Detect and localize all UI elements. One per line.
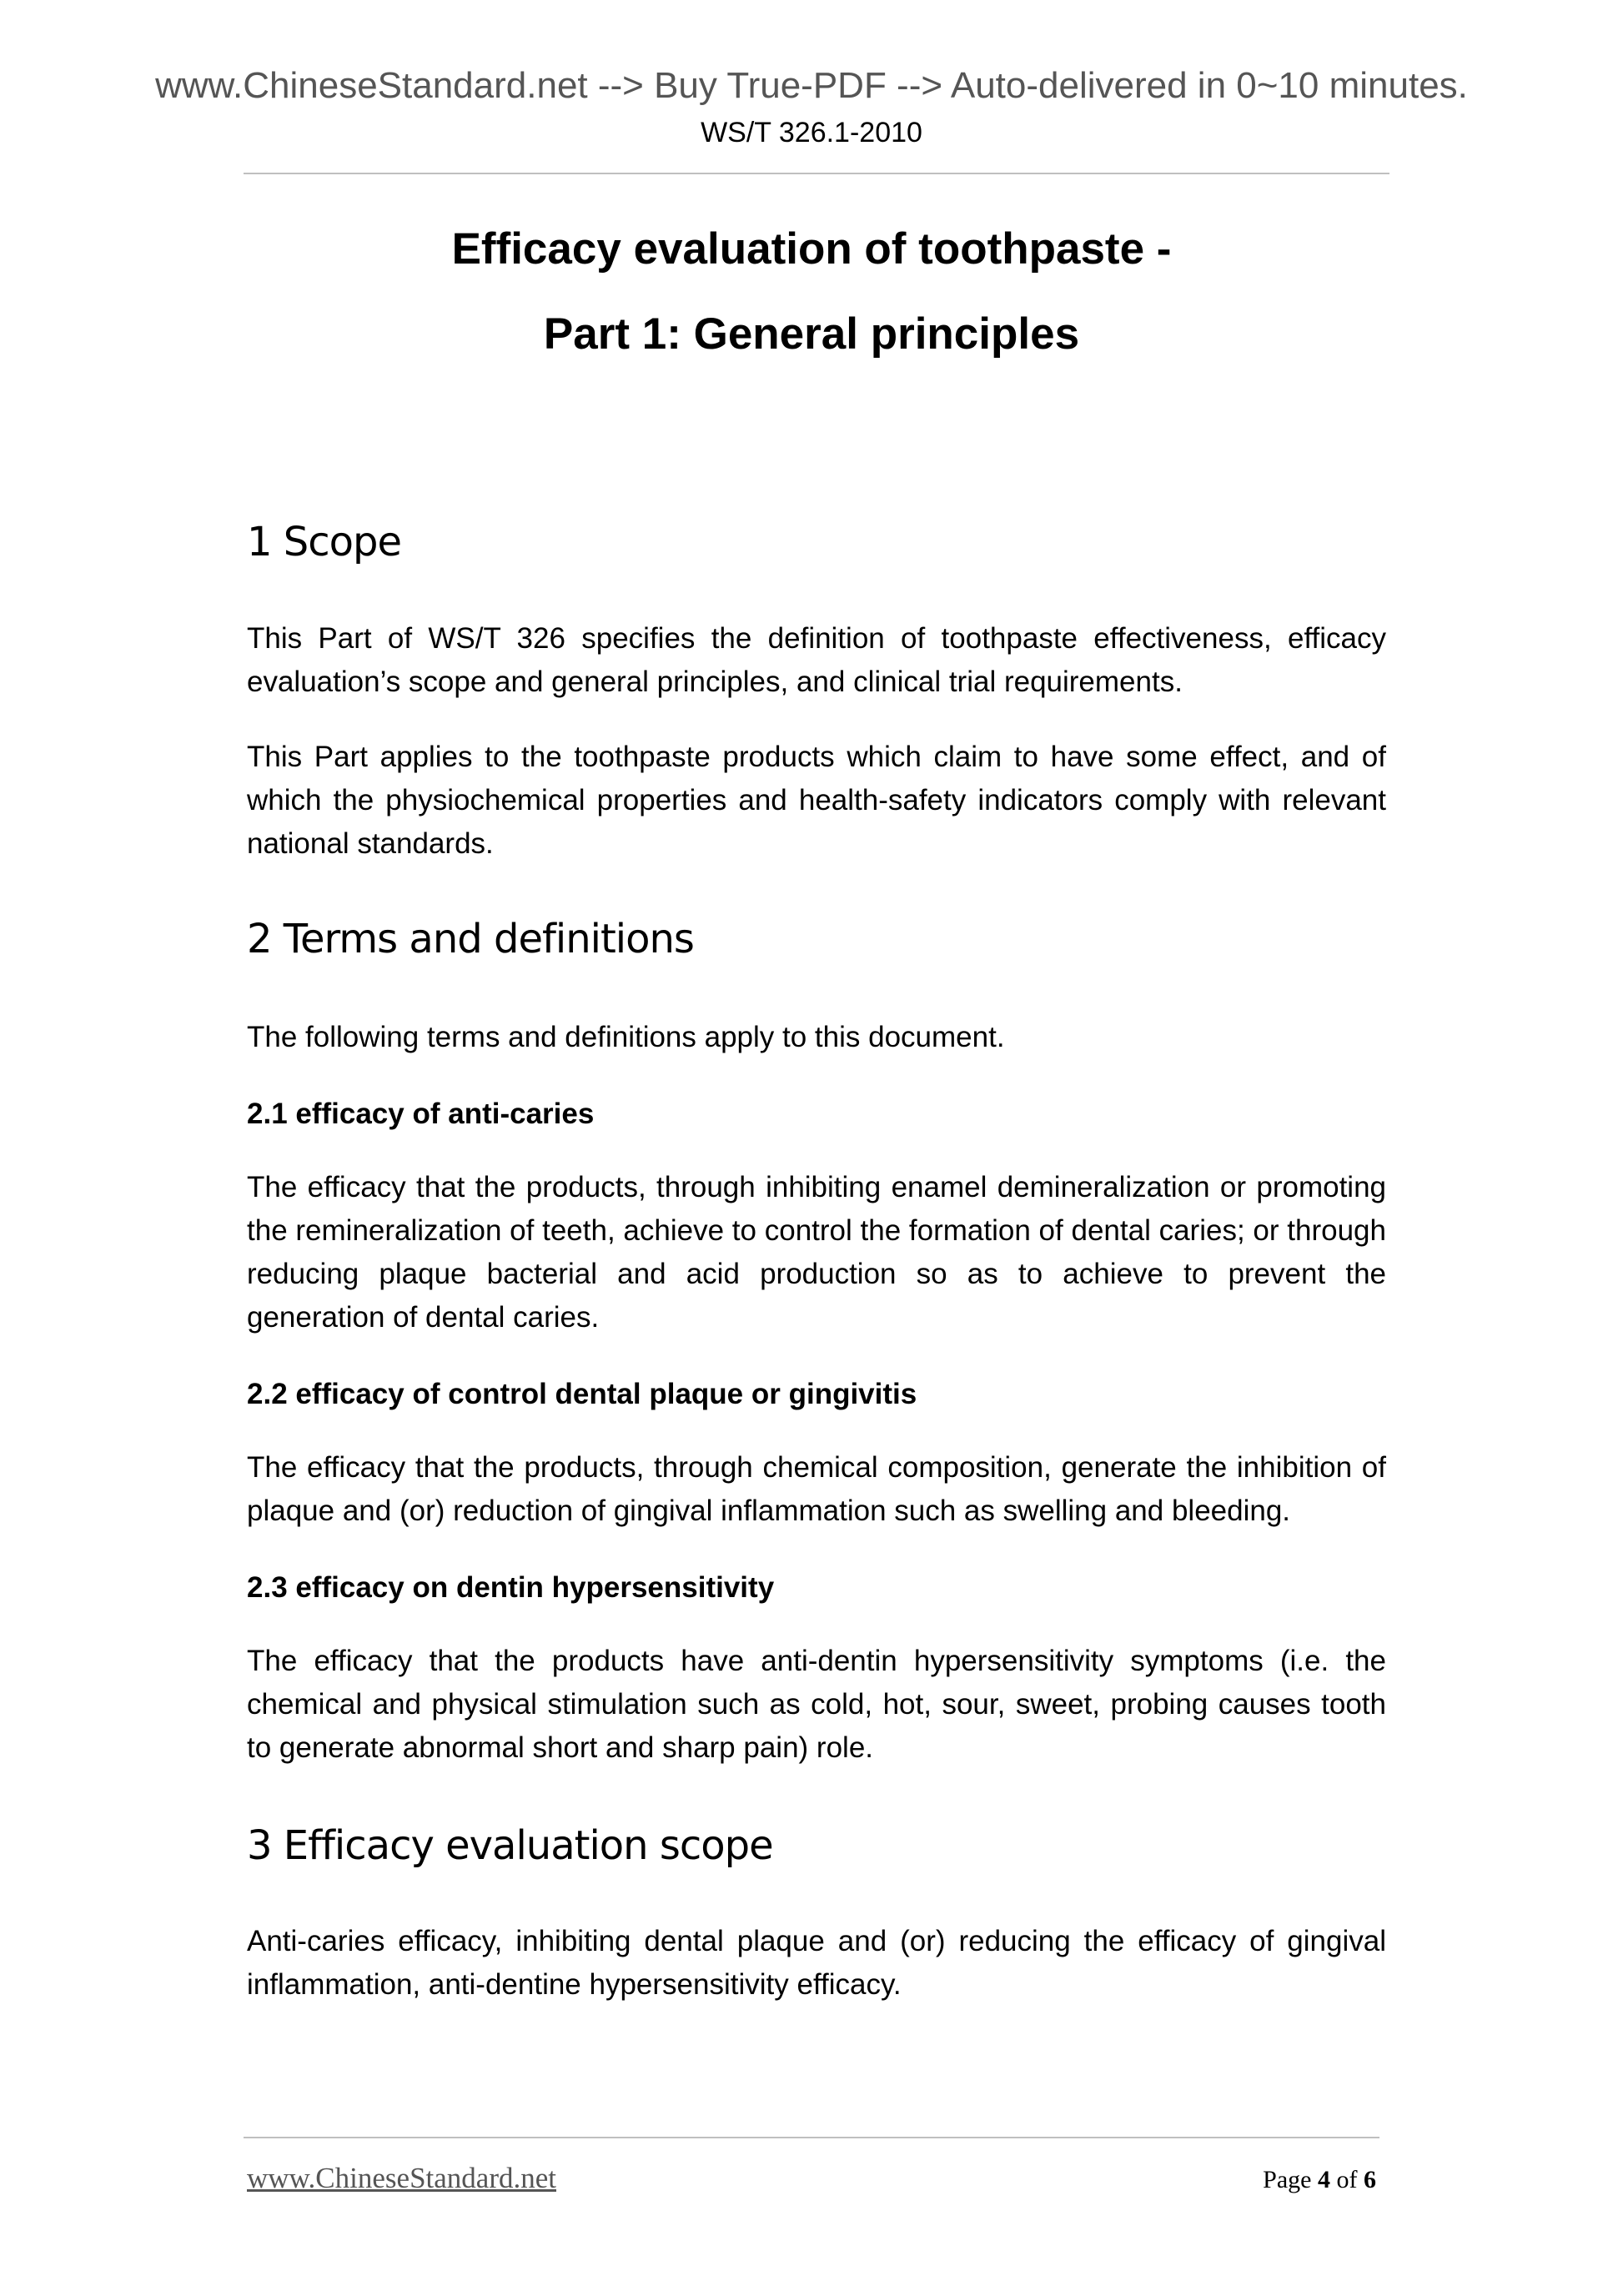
document-subtitle: Part 1: General principles xyxy=(543,309,1080,359)
section-heading-evaluation-scope: 3 Efficacy evaluation scope xyxy=(247,1822,773,1869)
standard-code: WS/T 326.1-2010 xyxy=(701,117,922,148)
terms-intro: The following terms and definitions apply to this document. xyxy=(247,1021,1005,1053)
page-total: 6 xyxy=(1364,2166,1376,2193)
page-prefix: Page xyxy=(1263,2166,1318,2193)
footer-divider xyxy=(244,2137,1379,2138)
term-2-1-definition: The efficacy that the products, through inhibiting enamel demineralization or promoting the remineralization of teeth, achieve to control the formation of dental caries; or through reducing plaque bacterial and acid production so as to achieve to prevent the generation of dental caries. xyxy=(247,1171,1386,1334)
evaluation-scope-paragraph: Anti-caries efficacy, inhibiting dental plaque and (or) reducing the efficacy of gingival inflammation, anti-dentine hypersensitivity efficacy. xyxy=(247,1925,1386,2001)
term-2-2-definition: The efficacy that the products, through chemical composition, generate the inhibition of plaque and (or) reduction of gingival inflammation such as swelling and bleeding. xyxy=(247,1451,1386,1527)
document-title: Efficacy evaluation of toothpaste - xyxy=(451,224,1172,274)
term-2-3-title: 2.3 efficacy on dentin hypersensitivity xyxy=(247,1571,775,1604)
page-current: 4 xyxy=(1318,2166,1330,2193)
term-2-3-definition: The efficacy that the products have anti-dentin hypersensitivity symptoms (i.e. the chemical and physical stimulation such as cold, hot, sour, sweet, probing causes tooth to generate abnormal short and sharp pain) role. xyxy=(247,1645,1386,1764)
page-of: of xyxy=(1330,2166,1364,2193)
term-2-1-title: 2.1 efficacy of anti-caries xyxy=(247,1098,595,1130)
section-heading-terms: 2 Terms and definitions xyxy=(247,916,694,962)
section-heading-scope: 1 Scope xyxy=(247,519,402,565)
header-divider xyxy=(244,173,1389,174)
page-number xyxy=(1263,2166,1376,2194)
footer-site-link[interactable]: www.ChineseStandard.net xyxy=(247,2162,556,2194)
site-banner: www.ChineseStandard.net --> Buy True-PDF --> Auto-delivered in 0~10 minutes. xyxy=(155,65,1468,106)
scope-paragraph-2: This Part applies to the toothpaste products which claim to have some effect, and of which the physiochemical properties and health-safety indicators comply with relevant national standards. xyxy=(247,741,1386,860)
scope-paragraph-1: This Part of WS/T 326 specifies the definition of toothpaste effectiveness, efficacy evaluation’s scope and general principles, and clinical trial requirements. xyxy=(247,622,1386,698)
term-2-2-title: 2.2 efficacy of control dental plaque or gingivitis xyxy=(247,1378,917,1410)
